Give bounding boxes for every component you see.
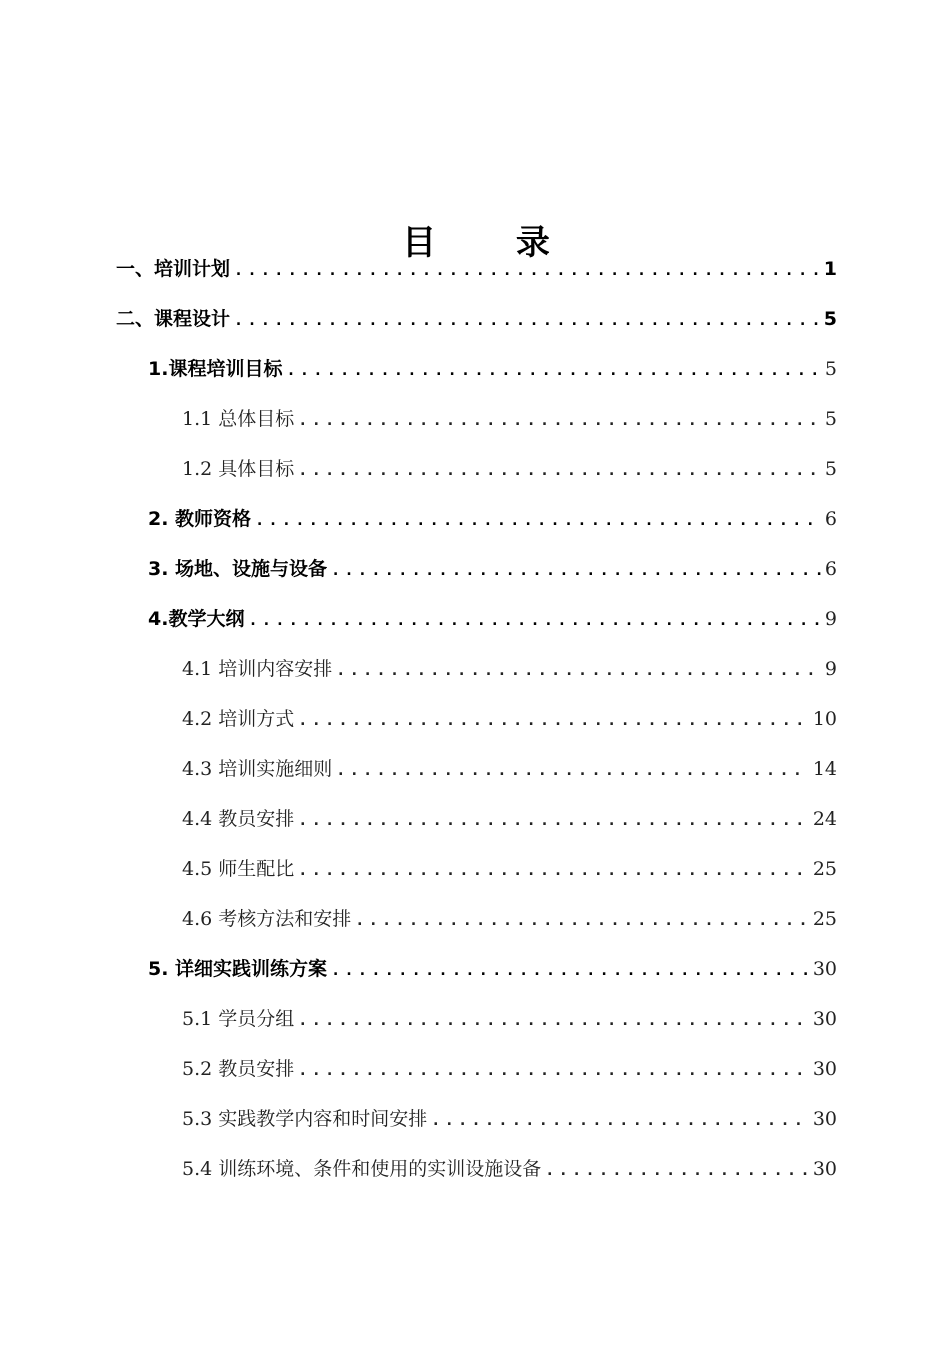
toc-page-number: 30 [812,1058,837,1080]
toc-entry-label: 一、培训计划 [116,258,231,280]
toc-page-number: 30 [812,1108,837,1130]
toc-entry-label: 4.2 培训方式 [182,708,295,730]
toc-entry[interactable] [182,1104,837,1134]
toc-entry-label: 二、课程设计 [116,308,231,330]
toc-dot-leader [298,805,809,835]
toc-entry[interactable] [182,704,837,734]
toc-entry[interactable] [182,1154,837,1184]
toc-entry[interactable] [182,654,837,684]
toc-page-number: 25 [812,858,837,880]
toc-entry-label: 5.2 教员安排 [182,1058,295,1080]
toc-page-number: 5 [823,308,837,330]
toc-entry-label: 4.5 师生配比 [182,858,295,880]
toc-entry[interactable] [148,604,837,634]
toc-page-number: 9 [824,658,837,680]
toc-entry-label: 5. 详细实践训练方案 [148,958,328,980]
toc-dot-leader [545,1155,809,1185]
toc-dot-leader [286,355,820,385]
toc-entry[interactable] [148,504,837,534]
toc-entry[interactable] [182,1004,837,1034]
toc-entry-label: 1.1 总体目标 [182,408,295,430]
page-title: 目 录 [402,222,584,263]
toc-entry[interactable] [148,954,837,984]
toc-entry[interactable] [116,254,837,284]
toc-page-number: 14 [812,758,837,780]
toc-entry-label: 4.4 教员安排 [182,808,295,830]
toc-entry-label: 5.3 实践教学内容和时间安排 [182,1108,428,1130]
toc-page-number: 10 [812,708,837,730]
toc-entry-label: 4.3 培训实施细则 [182,758,333,780]
toc-dot-leader [336,755,809,785]
toc-entry-label: 5.1 学员分组 [182,1008,295,1030]
toc-entry-label: 4.教学大纲 [148,608,245,630]
toc-entry-label: 1.课程培训目标 [148,358,283,380]
toc-page-number: 1 [823,258,837,280]
toc-page-number: 5 [824,358,837,380]
toc-dot-leader [298,405,821,435]
toc-dot-leader [234,305,820,335]
toc-dot-leader [298,1055,809,1085]
toc-page-number: 5 [824,408,837,430]
toc-page-number: 9 [824,608,837,630]
toc-dot-leader [298,855,809,885]
toc-entry-label: 4.1 培训内容安排 [182,658,333,680]
toc-dot-leader [331,555,821,585]
toc-entry[interactable] [182,754,837,784]
toc-dot-leader [336,655,821,685]
toc-dot-leader [298,1005,809,1035]
toc-page-number: 6 [824,508,837,530]
toc-dot-leader [255,505,821,535]
toc-entry-label: 2. 教师资格 [148,508,252,530]
toc-page-number: 30 [812,1158,837,1180]
toc-page-number: 30 [812,958,837,980]
toc-dot-leader [298,705,809,735]
toc-page-number: 6 [824,558,837,580]
toc-page-number: 30 [812,1008,837,1030]
toc-dot-leader [234,255,820,285]
toc-entry[interactable] [182,404,837,434]
toc-entry[interactable] [182,804,837,834]
toc-dot-leader [355,905,809,935]
toc-page-number: 24 [812,808,837,830]
toc-entry-label: 5.4 训练环境、条件和使用的实训设施设备 [182,1158,542,1180]
toc-page-number: 25 [812,908,837,930]
toc-entry-label: 1.2 具体目标 [182,458,295,480]
toc-entry[interactable] [182,904,837,934]
toc-page-number: 5 [824,458,837,480]
toc-entry[interactable] [148,554,837,584]
toc-dot-leader [298,455,821,485]
toc-entry[interactable] [182,854,837,884]
toc-entry[interactable] [182,1054,837,1084]
toc-dot-leader [431,1105,809,1135]
toc-entry[interactable] [116,304,837,334]
toc-dot-leader [331,955,809,985]
toc-dot-leader [248,605,820,635]
toc-entry[interactable] [182,454,837,484]
toc-entry[interactable] [148,354,837,384]
toc-entry-label: 4.6 考核方法和安排 [182,908,352,930]
toc-entry-label: 3. 场地、设施与设备 [148,558,328,580]
